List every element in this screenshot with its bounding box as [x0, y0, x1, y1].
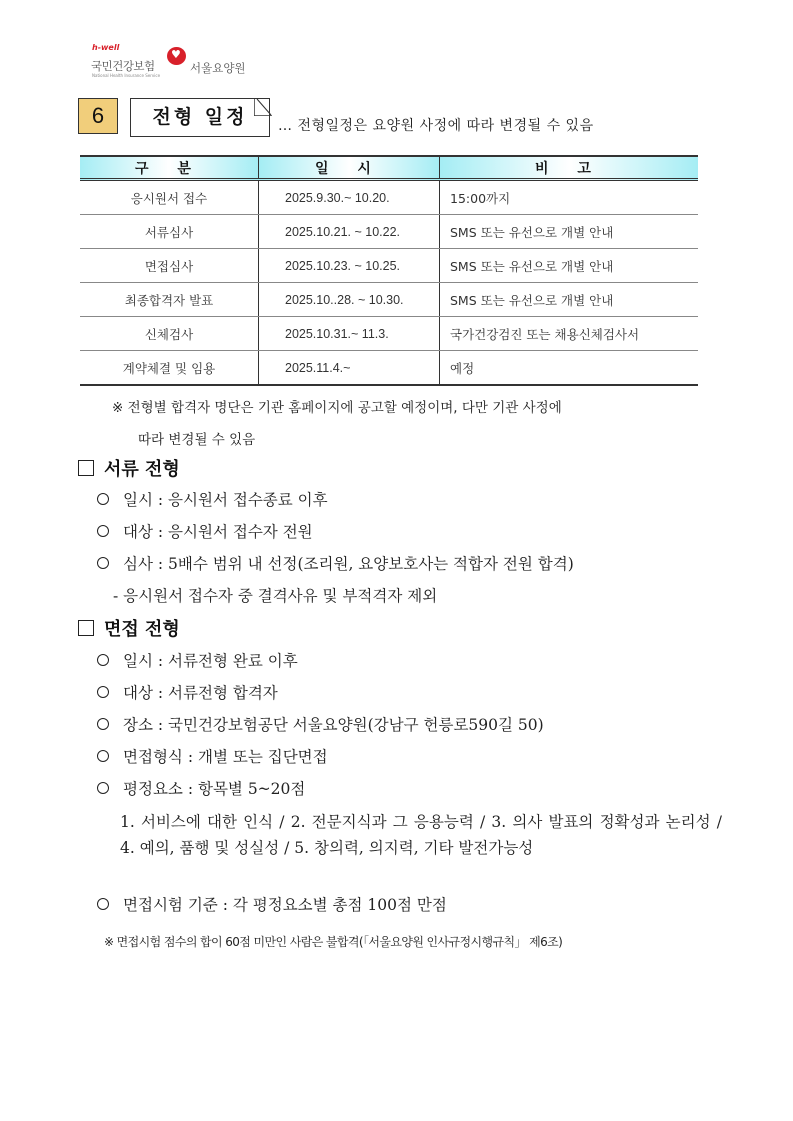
cell-stage: 계약체결 및 임용: [80, 351, 259, 386]
list-item: [97, 649, 298, 671]
list-item: [97, 745, 328, 767]
logo-tagline: h-well: [92, 43, 120, 52]
cell-remark: SMS 또는 유선으로 개별 안내: [440, 249, 699, 283]
circle-bullet-icon: [97, 493, 109, 505]
cell-stage: 서류심사: [80, 215, 259, 249]
cell-remark: 15:00까지: [440, 180, 699, 215]
cell-date: 2025.10.21. ~ 10.22.: [259, 215, 440, 249]
list-item-text: 대상 : 응시원서 접수자 전원: [123, 523, 313, 541]
list-item-text: 일시 : 서류전형 완료 이후: [123, 652, 298, 670]
table-note: [112, 392, 732, 456]
list-item: [97, 552, 574, 574]
list-item: [97, 777, 305, 799]
cell-stage: 최종합격자 발표: [80, 283, 259, 317]
checkbox-square-icon: [78, 620, 94, 636]
circle-bullet-icon: [97, 898, 109, 910]
interview-footnote: ※ 면접시험 점수의 합이 60점 미만인 사람은 불합격(「서울요양원 인사규정시행규칙」 제6조): [104, 935, 563, 949]
table-note-line1: ※ 전형별 합격자 명단은 기관 홈페이지에 공고할 예정이며, 다만 기관 사정에: [112, 400, 562, 416]
list-item: [97, 713, 544, 735]
table-row: [80, 283, 698, 317]
section-number: 6: [78, 98, 118, 134]
section-title: 전형 일정: [130, 98, 270, 137]
list-item: [97, 520, 313, 542]
table-row: [80, 317, 698, 351]
schedule-table: [80, 155, 698, 386]
table-note-line2: 따라 변경될 수 있음: [138, 432, 256, 448]
list-item-text: 면접시험 기준 : 각 평정요소별 총점 100점 만점: [123, 896, 447, 914]
circle-bullet-icon: [97, 718, 109, 730]
logo-org-name: 국민건강보험: [91, 59, 155, 73]
section-note: … 전형일정은 요양원 사정에 따라 변경될 수 있음: [278, 118, 594, 134]
cell-remark: SMS 또는 유선으로 개별 안내: [440, 283, 699, 317]
heading-text: 서류 전형: [104, 459, 180, 480]
cell-date: 2025.10.31.~ 11.3.: [259, 317, 440, 351]
circle-bullet-icon: [97, 782, 109, 794]
sub-list-item: - 응시원서 접수자 중 결격사유 및 부적격자 제외: [113, 587, 438, 605]
list-item-text: 심사 : 5배수 범위 내 선정(조리원, 요양보호사는 적합자 전원 합격): [123, 555, 574, 573]
list-item-text: 장소 : 국민건강보험공단 서울요양원(강남구 헌릉로590길 50): [123, 716, 544, 734]
evaluation-criteria: 1. 서비스에 대한 인식 / 2. 전문지식과 그 응용능력 / 3. 의사 발표의 정확성과 논리성 / 4. 예의, 품행 및 성실성 / 5. 창의력, 의지력, 기타 발전가능성: [120, 813, 722, 857]
circle-bullet-icon: [97, 654, 109, 666]
list-item-text: 평정요소 : 항목별 5~20점: [123, 780, 306, 798]
logo-org-subtitle: National Health Insurance Service: [92, 73, 161, 78]
heart-icon: [167, 47, 186, 65]
list-item-text: 대상 : 서류전형 합격자: [123, 684, 278, 702]
section-header: [78, 98, 718, 138]
cell-date: 2025.10.23. ~ 10.25.: [259, 249, 440, 283]
list-item: [97, 893, 447, 915]
list-item: [97, 681, 278, 703]
header-date: 일 시: [259, 156, 440, 180]
circle-bullet-icon: [97, 525, 109, 537]
heading-text: 면접 전형: [104, 619, 180, 640]
cell-remark: 예정: [440, 351, 699, 386]
cell-date: 2025.9.30.~ 10.20.: [259, 180, 440, 215]
table-header-row: [80, 156, 698, 180]
heading-interview-screening: [78, 615, 180, 641]
table-row: [80, 215, 698, 249]
cell-stage: 응시원서 접수: [80, 180, 259, 215]
organization-logo: [88, 30, 268, 85]
circle-bullet-icon: [97, 686, 109, 698]
table-row: [80, 249, 698, 283]
circle-bullet-icon: [97, 557, 109, 569]
checkbox-square-icon: [78, 460, 94, 476]
heading-document-screening: [78, 455, 180, 481]
cell-remark: 국가건강검진 또는 채용신체검사서: [440, 317, 699, 351]
cell-stage: 면접심사: [80, 249, 259, 283]
folded-corner-icon: [254, 98, 272, 116]
cell-date: 2025.10..28. ~ 10.30.: [259, 283, 440, 317]
header-stage: 구 분: [80, 156, 259, 180]
list-item: [97, 488, 328, 510]
list-item-text: 일시 : 응시원서 접수종료 이후: [123, 491, 328, 509]
cell-date: 2025.11.4.~: [259, 351, 440, 386]
list-item-text: 면접형식 : 개별 또는 집단면접: [123, 748, 328, 766]
header-remark: 비 고: [440, 156, 699, 180]
cell-remark: SMS 또는 유선으로 개별 안내: [440, 215, 699, 249]
table-row: [80, 351, 698, 386]
circle-bullet-icon: [97, 750, 109, 762]
table-row: [80, 180, 698, 215]
cell-stage: 신체검사: [80, 317, 259, 351]
logo-dept-name: 서울요양원: [190, 61, 246, 75]
